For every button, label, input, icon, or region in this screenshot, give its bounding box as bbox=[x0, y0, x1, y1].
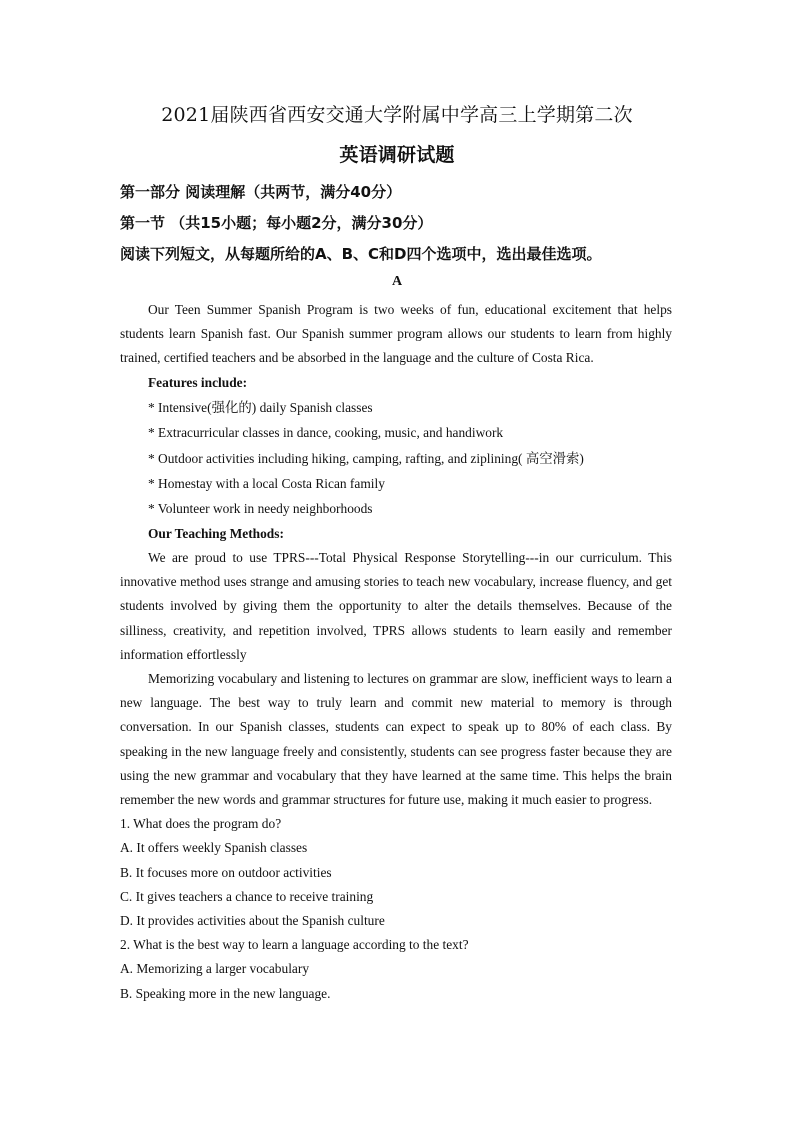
list-item: * Volunteer work in needy neighborhoods bbox=[148, 501, 373, 517]
section-heading: 第一节 （共15小题；每小题2分，满分30分） bbox=[120, 214, 433, 232]
passage-body bbox=[120, 298, 672, 1006]
question-text: 2. What is the best way to learn a language according to the text? bbox=[120, 937, 469, 953]
option-c: C. It gives teachers a chance to receive training bbox=[120, 888, 374, 904]
part-heading: 第一部分 阅读理解（共两节，满分40分） bbox=[120, 183, 402, 201]
intro-paragraph: Our Teen Summer Spanish Program is two weeks of fun, educational excitement that helps students learn Spanish fast. Our Spanish summer program allows our students to learn from highly trained, certified teachers and be absorbed in the language and the culture of Costa Rica. bbox=[120, 302, 672, 366]
option-b: B. Speaking more in the new language. bbox=[120, 985, 331, 1001]
option-a: A. Memorizing a larger vocabulary bbox=[120, 961, 310, 977]
list-item: * Extracurricular classes in dance, cooking, music, and handiwork bbox=[148, 425, 504, 441]
list-item: * Homestay with a local Costa Rican family bbox=[148, 475, 385, 491]
question-2 bbox=[120, 933, 672, 1006]
methods-paragraph-2: Memorizing vocabulary and listening to lectures on grammar are slow, inefficient ways to learn a new language. The best way to truly learn and commit new material to memory is through conversation. In our Spanish classes, students can expect to speak up to 80% of each class. By speaking in the new language freely and consistently, students can see progress faster because they are using the new grammar and vocabulary that they have learned at the same time. This helps the brain remember the new words and grammar structures for future use, making it much easier to progress. bbox=[120, 670, 672, 807]
question-text: 1. What does the program do? bbox=[120, 816, 282, 832]
methods-heading: Our Teaching Methods: bbox=[148, 525, 284, 541]
instruction-text: 阅读下列短文，从每题所给的A、B、C和D四个选项中，选出最佳选项。 bbox=[120, 245, 602, 263]
question-1 bbox=[120, 812, 672, 933]
passage-label: A bbox=[391, 274, 403, 289]
methods-paragraph-1: We are proud to use TPRS---Total Physical Response Storytelling---in our curriculum. This innovative method uses strange and amusing stories to teach new vocabulary, increase fluency, and get students involved by giving them the opportunity to alter the details themselves. Because of the silliness, creativity, and repetition involved, TPRS allows students to learn easily and remember information effortlessly bbox=[120, 549, 672, 662]
option-a: A. It offers weekly Spanish classes bbox=[120, 840, 308, 856]
features-list bbox=[120, 395, 672, 522]
option-d: D. It provides activities about the Spanish culture bbox=[120, 913, 385, 929]
option-b: B. It focuses more on outdoor activities bbox=[120, 864, 332, 880]
page-title: 2021届陕西省西安交通大学附属中学高三上学期第二次 bbox=[161, 104, 633, 126]
features-heading: Features include: bbox=[148, 374, 248, 390]
list-item: * Outdoor activities including hiking, camping, rafting, and ziplining( 高空滑索) bbox=[148, 450, 584, 466]
page-subtitle: 英语调研试题 bbox=[339, 144, 455, 166]
list-item: * Intensive(强化的) daily Spanish classes bbox=[148, 399, 373, 415]
